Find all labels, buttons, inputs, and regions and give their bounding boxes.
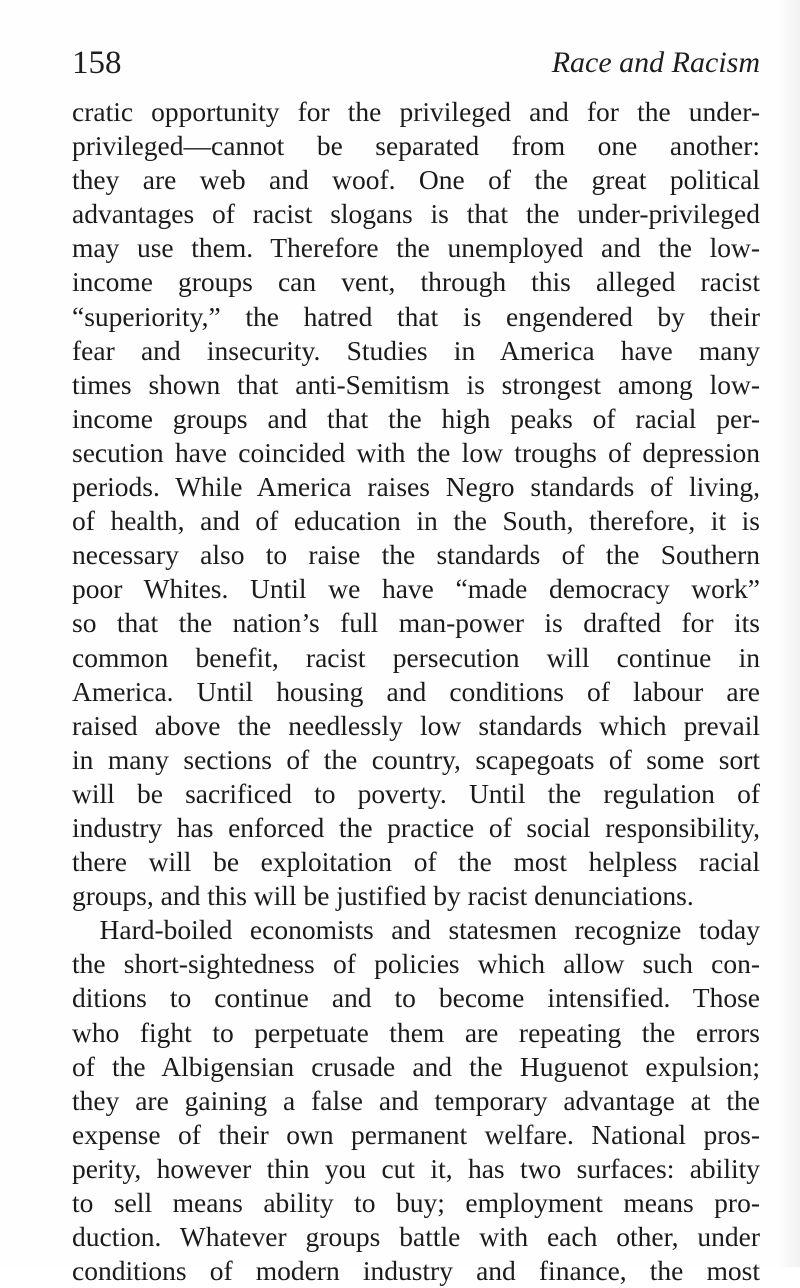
text-line: America. Until housing and conditions of labour are [72,675,760,707]
text-line: privileged—cannot be separated from one another: [72,130,760,162]
text-line: secution have coincided with the low troughs of depression [72,436,760,468]
page-number: 158 [72,45,122,81]
text-line: will be sacrificed to poverty. Until the regulation of [72,777,760,809]
text-line: industry has enforced the practice of social responsibility, [72,811,760,843]
text-line: perity, however thin you cut it, has two surfaces: ability [72,1152,760,1184]
text-line: periods. While America raises Negro standards of living, [72,471,760,503]
running-head: Race and Racism [551,46,760,79]
text-line: so that the nation’s full man-power is drafted for its [72,607,760,639]
text-line: times shown that anti-Semitism is strongest among low- [72,368,760,400]
text-line: ditions to continue and to become intensified. Those [72,982,760,1014]
text-line: groups, and this will be justified by racist denunciations. [72,880,694,912]
text-line: conditions of modern industry and finance, the most [72,1255,760,1287]
text-line: Hard-boiled economists and statesmen recognize today [99,914,760,946]
page-header [70,42,760,92]
text-line: who fight to perpetuate them are repeating the errors [72,1016,760,1048]
text-line: duction. Whatever groups battle with each other, under [72,1221,760,1253]
body-text [72,95,760,1288]
text-line: to sell means ability to buy; employment means pro- [72,1187,760,1218]
text-line: poor Whites. Until we have “made democracy work” [72,573,760,605]
text-line: advantages of racist slogans is that the under-privileged [72,198,760,230]
text-line: of health, and of education in the South, therefore, it is [72,505,760,537]
text-line: they are web and woof. One of the great political [72,164,760,196]
text-line: in many sections of the country, scapegoats of some sort [72,743,760,775]
text-line: they are gaining a false and temporary advantage at the [72,1084,760,1116]
page-edge-shadow [778,0,800,1267]
text-line: of the Albigensian crusade and the Huguenot expulsion; [72,1050,760,1082]
text-line: raised above the needlessly low standards which prevail [72,709,760,741]
text-line: necessary also to raise the standards of the Southern [72,539,760,571]
text-line: fear and insecurity. Studies in America have many [72,334,760,366]
text-line: cratic opportunity for the privileged and for the under- [72,96,760,127]
text-line: common benefit, racist persecution will continue in [72,641,760,673]
text-line: expense of their own permanent welfare. National pros- [72,1118,760,1150]
text-line: there will be exploitation of the most helpless racial [72,846,760,878]
text-line: income groups can vent, through this alleged racist [72,266,760,298]
text-line: the short-sightedness of policies which allow such con- [72,948,760,980]
text-line: may use them. Therefore the unemployed and the low- [72,232,760,264]
text-line: “superiority,” the hatred that is engendered by their [72,300,760,332]
text-line: income groups and that the high peaks of racial per- [72,402,760,434]
